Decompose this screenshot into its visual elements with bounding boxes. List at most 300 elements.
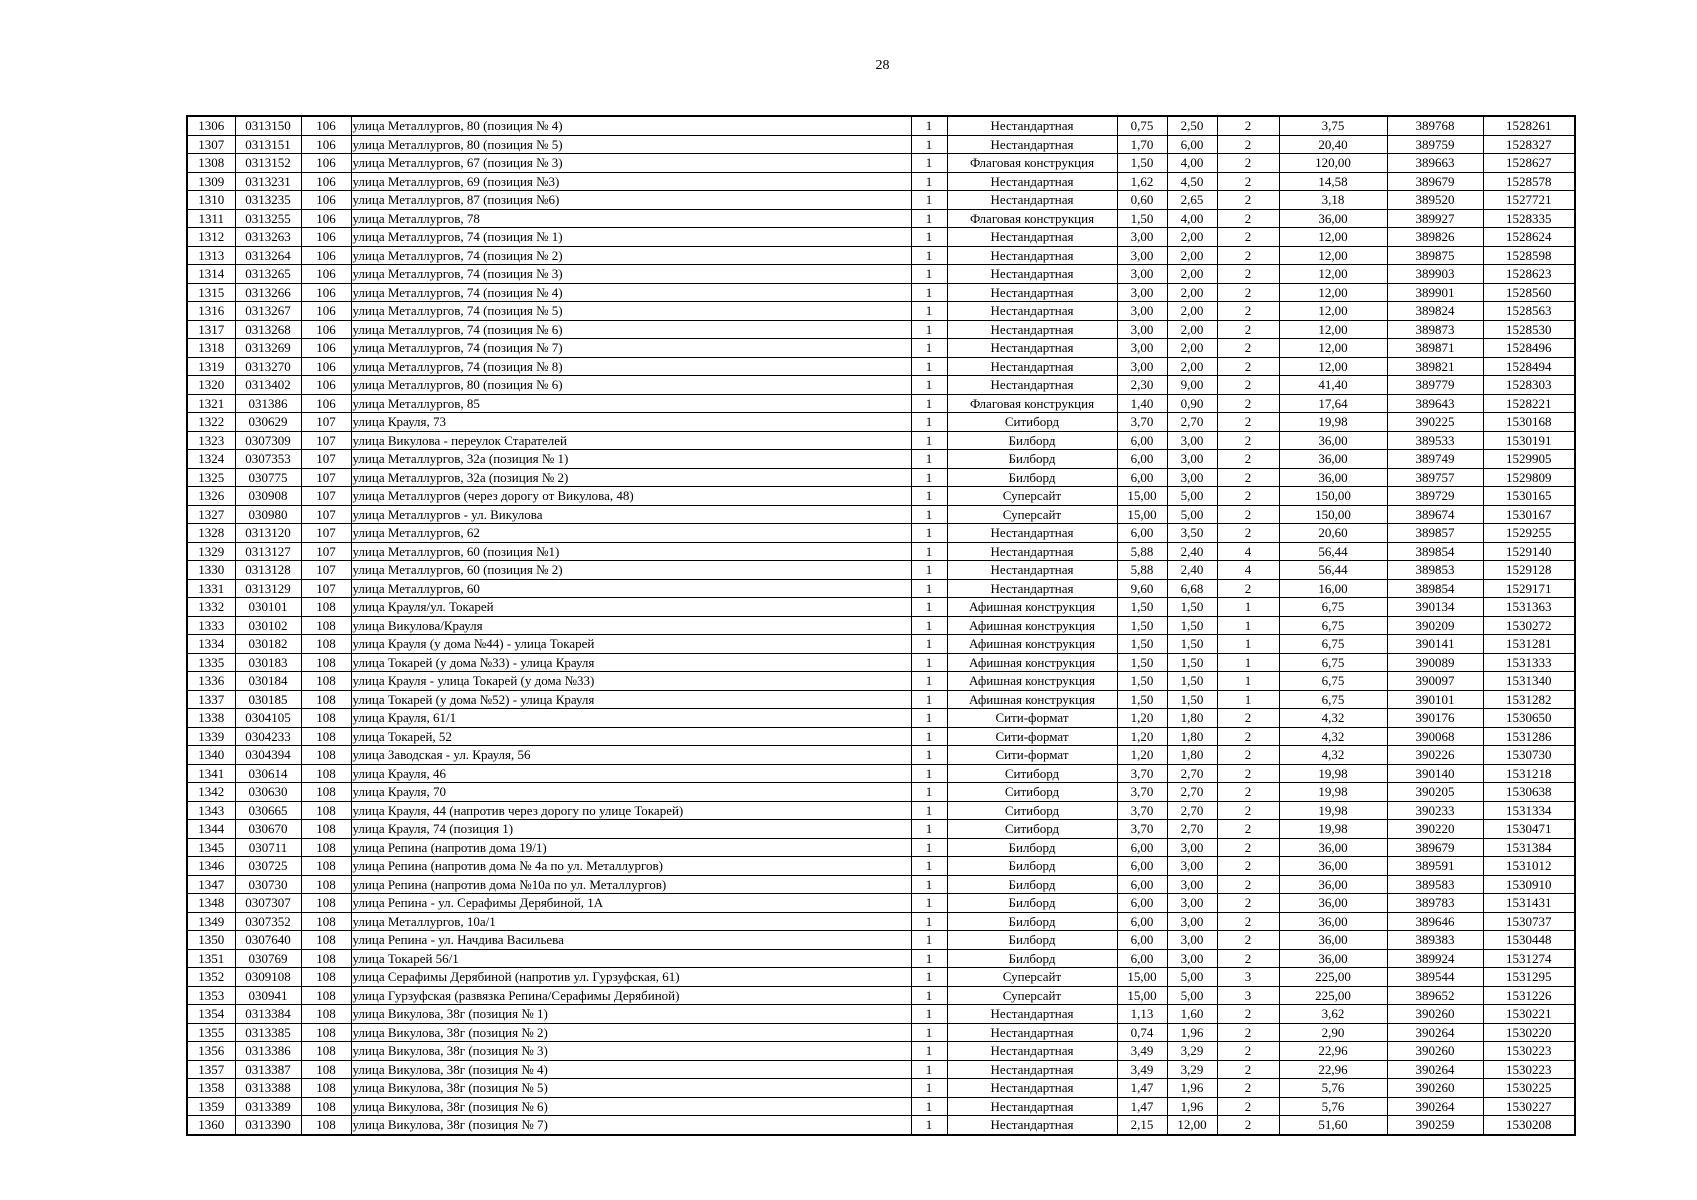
cell-sides: 2 bbox=[1217, 746, 1279, 765]
cell-district-code: 108 bbox=[301, 635, 351, 654]
cell-district-code: 106 bbox=[301, 209, 351, 228]
cell-row-number: 1333 bbox=[187, 616, 235, 635]
cell-count: 1 bbox=[911, 116, 947, 135]
cell-coord-x: 390220 bbox=[1387, 820, 1483, 839]
cell-coord-y: 1531333 bbox=[1483, 653, 1575, 672]
cell-district-code: 107 bbox=[301, 542, 351, 561]
cell-height: 0,90 bbox=[1167, 394, 1217, 413]
cell-count: 1 bbox=[911, 894, 947, 913]
cell-district-code: 108 bbox=[301, 894, 351, 913]
cell-height: 2,00 bbox=[1167, 302, 1217, 321]
cell-object-code: 0313390 bbox=[235, 1116, 301, 1135]
cell-area: 36,00 bbox=[1279, 894, 1387, 913]
cell-sides: 2 bbox=[1217, 820, 1279, 839]
table-row bbox=[187, 302, 1575, 321]
cell-sides: 2 bbox=[1217, 1116, 1279, 1135]
cell-district-code: 108 bbox=[301, 1005, 351, 1024]
cell-address: улица Крауля, 70 bbox=[351, 783, 911, 802]
cell-district-code: 107 bbox=[301, 487, 351, 506]
cell-width: 3,70 bbox=[1117, 820, 1167, 839]
cell-sides: 4 bbox=[1217, 561, 1279, 580]
cell-count: 1 bbox=[911, 339, 947, 358]
cell-row-number: 1321 bbox=[187, 394, 235, 413]
cell-coord-x: 389875 bbox=[1387, 246, 1483, 265]
cell-width: 1,20 bbox=[1117, 727, 1167, 746]
cell-sides: 2 bbox=[1217, 172, 1279, 191]
cell-address: улица Металлургов, 74 (позиция № 7) bbox=[351, 339, 911, 358]
cell-address: улица Крауля - улица Токарей (у дома №33) bbox=[351, 672, 911, 691]
cell-address: улица Металлургов, 74 (позиция № 1) bbox=[351, 228, 911, 247]
cell-address: улица Крауля, 73 bbox=[351, 413, 911, 432]
cell-coord-x: 389903 bbox=[1387, 265, 1483, 284]
cell-object-code: 0313266 bbox=[235, 283, 301, 302]
cell-sides: 2 bbox=[1217, 283, 1279, 302]
cell-width: 3,00 bbox=[1117, 283, 1167, 302]
cell-object-code: 0313255 bbox=[235, 209, 301, 228]
cell-address: улица Металлургов, 74 (позиция № 5) bbox=[351, 302, 911, 321]
cell-coord-y: 1531226 bbox=[1483, 986, 1575, 1005]
cell-count: 1 bbox=[911, 450, 947, 469]
cell-area: 5,76 bbox=[1279, 1097, 1387, 1116]
cell-address: улица Металлургов, 69 (позиция №3) bbox=[351, 172, 911, 191]
cell-construction-type: Нестандартная bbox=[947, 246, 1117, 265]
cell-object-code: 0313264 bbox=[235, 246, 301, 265]
cell-height: 5,00 bbox=[1167, 986, 1217, 1005]
cell-area: 6,75 bbox=[1279, 616, 1387, 635]
cell-row-number: 1307 bbox=[187, 135, 235, 154]
cell-height: 2,00 bbox=[1167, 265, 1217, 284]
table-body bbox=[187, 116, 1575, 1135]
cell-width: 6,00 bbox=[1117, 931, 1167, 950]
cell-coord-y: 1528494 bbox=[1483, 357, 1575, 376]
cell-district-code: 108 bbox=[301, 986, 351, 1005]
cell-district-code: 108 bbox=[301, 838, 351, 857]
cell-count: 1 bbox=[911, 746, 947, 765]
cell-address: улица Металлургов, 74 (позиция № 2) bbox=[351, 246, 911, 265]
cell-construction-type: Нестандартная bbox=[947, 116, 1117, 135]
cell-sides: 2 bbox=[1217, 246, 1279, 265]
cell-address: улица Викулова - переулок Старателей bbox=[351, 431, 911, 450]
cell-area: 3,75 bbox=[1279, 116, 1387, 135]
cell-object-code: 030775 bbox=[235, 468, 301, 487]
cell-district-code: 106 bbox=[301, 302, 351, 321]
cell-sides: 1 bbox=[1217, 653, 1279, 672]
cell-row-number: 1320 bbox=[187, 376, 235, 395]
cell-object-code: 030614 bbox=[235, 764, 301, 783]
cell-coord-y: 1528303 bbox=[1483, 376, 1575, 395]
cell-district-code: 108 bbox=[301, 598, 351, 617]
table-row bbox=[187, 191, 1575, 210]
cell-construction-type: Нестандартная bbox=[947, 172, 1117, 191]
cell-width: 1,50 bbox=[1117, 616, 1167, 635]
cell-coord-y: 1529140 bbox=[1483, 542, 1575, 561]
cell-height: 1,50 bbox=[1167, 672, 1217, 691]
cell-sides: 2 bbox=[1217, 191, 1279, 210]
cell-count: 1 bbox=[911, 635, 947, 654]
cell-coord-y: 1530227 bbox=[1483, 1097, 1575, 1116]
cell-sides: 2 bbox=[1217, 228, 1279, 247]
cell-construction-type: Суперсайт bbox=[947, 505, 1117, 524]
cell-coord-x: 389924 bbox=[1387, 949, 1483, 968]
cell-width: 6,00 bbox=[1117, 894, 1167, 913]
cell-district-code: 108 bbox=[301, 1116, 351, 1135]
cell-construction-type: Сити-формат bbox=[947, 727, 1117, 746]
cell-district-code: 106 bbox=[301, 246, 351, 265]
cell-height: 1,60 bbox=[1167, 1005, 1217, 1024]
cell-construction-type: Нестандартная bbox=[947, 228, 1117, 247]
cell-coord-y: 1530638 bbox=[1483, 783, 1575, 802]
cell-district-code: 106 bbox=[301, 154, 351, 173]
cell-district-code: 108 bbox=[301, 912, 351, 931]
cell-address: улица Викулова, 38г (позиция № 5) bbox=[351, 1079, 911, 1098]
cell-district-code: 108 bbox=[301, 801, 351, 820]
table-row bbox=[187, 1042, 1575, 1061]
cell-object-code: 0313127 bbox=[235, 542, 301, 561]
cell-area: 36,00 bbox=[1279, 838, 1387, 857]
cell-coord-x: 389749 bbox=[1387, 450, 1483, 469]
cell-height: 6,00 bbox=[1167, 135, 1217, 154]
cell-count: 1 bbox=[911, 838, 947, 857]
cell-address: улица Викулова/Крауля bbox=[351, 616, 911, 635]
cell-area: 4,32 bbox=[1279, 746, 1387, 765]
cell-area: 6,75 bbox=[1279, 690, 1387, 709]
cell-coord-x: 389873 bbox=[1387, 320, 1483, 339]
cell-district-code: 106 bbox=[301, 339, 351, 358]
cell-width: 3,70 bbox=[1117, 801, 1167, 820]
cell-count: 1 bbox=[911, 431, 947, 450]
cell-count: 1 bbox=[911, 505, 947, 524]
cell-district-code: 106 bbox=[301, 357, 351, 376]
cell-width: 3,00 bbox=[1117, 320, 1167, 339]
cell-width: 3,00 bbox=[1117, 246, 1167, 265]
cell-object-code: 0304394 bbox=[235, 746, 301, 765]
cell-construction-type: Афишная конструкция bbox=[947, 635, 1117, 654]
cell-address: улица Крауля (у дома №44) - улица Токарей bbox=[351, 635, 911, 654]
cell-height: 4,00 bbox=[1167, 209, 1217, 228]
cell-object-code: 030980 bbox=[235, 505, 301, 524]
cell-address: улица Крауля, 46 bbox=[351, 764, 911, 783]
cell-coord-x: 390101 bbox=[1387, 690, 1483, 709]
table-row bbox=[187, 376, 1575, 395]
cell-construction-type: Нестандартная bbox=[947, 561, 1117, 580]
cell-area: 51,60 bbox=[1279, 1116, 1387, 1135]
cell-sides: 2 bbox=[1217, 468, 1279, 487]
cell-count: 1 bbox=[911, 191, 947, 210]
cell-construction-type: Нестандартная bbox=[947, 1023, 1117, 1042]
cell-width: 1,50 bbox=[1117, 690, 1167, 709]
cell-height: 3,00 bbox=[1167, 894, 1217, 913]
registry-table bbox=[186, 115, 1576, 1136]
cell-height: 2,40 bbox=[1167, 542, 1217, 561]
cell-row-number: 1347 bbox=[187, 875, 235, 894]
cell-address: улица Репина (напротив дома № 4а по ул. Металлургов) bbox=[351, 857, 911, 876]
cell-height: 3,00 bbox=[1167, 875, 1217, 894]
cell-row-number: 1349 bbox=[187, 912, 235, 931]
cell-coord-y: 1530167 bbox=[1483, 505, 1575, 524]
cell-coord-x: 390209 bbox=[1387, 616, 1483, 635]
table-row bbox=[187, 1079, 1575, 1098]
cell-row-number: 1327 bbox=[187, 505, 235, 524]
cell-object-code: 030183 bbox=[235, 653, 301, 672]
cell-area: 20,60 bbox=[1279, 524, 1387, 543]
table-row bbox=[187, 1097, 1575, 1116]
cell-coord-y: 1530448 bbox=[1483, 931, 1575, 950]
cell-coord-x: 390225 bbox=[1387, 413, 1483, 432]
cell-width: 0,75 bbox=[1117, 116, 1167, 135]
cell-construction-type: Флаговая конструкция bbox=[947, 209, 1117, 228]
cell-area: 19,98 bbox=[1279, 801, 1387, 820]
cell-address: улица Металлургов, 60 (позиция №1) bbox=[351, 542, 911, 561]
cell-district-code: 107 bbox=[301, 579, 351, 598]
cell-count: 1 bbox=[911, 394, 947, 413]
cell-address: улица Металлургов, 67 (позиция № 3) bbox=[351, 154, 911, 173]
cell-count: 1 bbox=[911, 135, 947, 154]
cell-row-number: 1311 bbox=[187, 209, 235, 228]
cell-width: 1,50 bbox=[1117, 154, 1167, 173]
cell-construction-type: Билборд bbox=[947, 431, 1117, 450]
cell-row-number: 1352 bbox=[187, 968, 235, 987]
table-row bbox=[187, 931, 1575, 950]
cell-object-code: 0309108 bbox=[235, 968, 301, 987]
cell-construction-type: Ситиборд bbox=[947, 801, 1117, 820]
cell-row-number: 1319 bbox=[187, 357, 235, 376]
cell-construction-type: Ситиборд bbox=[947, 413, 1117, 432]
cell-sides: 2 bbox=[1217, 505, 1279, 524]
cell-count: 1 bbox=[911, 801, 947, 820]
cell-area: 225,00 bbox=[1279, 986, 1387, 1005]
cell-district-code: 108 bbox=[301, 931, 351, 950]
table-row bbox=[187, 1060, 1575, 1079]
cell-row-number: 1342 bbox=[187, 783, 235, 802]
cell-count: 1 bbox=[911, 172, 947, 191]
cell-coord-x: 389783 bbox=[1387, 894, 1483, 913]
cell-object-code: 0313150 bbox=[235, 116, 301, 135]
cell-width: 1,20 bbox=[1117, 709, 1167, 728]
cell-area: 16,00 bbox=[1279, 579, 1387, 598]
table-row bbox=[187, 561, 1575, 580]
cell-height: 5,00 bbox=[1167, 968, 1217, 987]
table-row bbox=[187, 690, 1575, 709]
cell-address: улица Металлургов, 60 (позиция № 2) bbox=[351, 561, 911, 580]
cell-object-code: 0313268 bbox=[235, 320, 301, 339]
table-row bbox=[187, 172, 1575, 191]
table-row bbox=[187, 154, 1575, 173]
table-row bbox=[187, 783, 1575, 802]
cell-count: 1 bbox=[911, 283, 947, 302]
cell-object-code: 0313235 bbox=[235, 191, 301, 210]
cell-district-code: 108 bbox=[301, 1042, 351, 1061]
cell-coord-x: 389824 bbox=[1387, 302, 1483, 321]
cell-area: 12,00 bbox=[1279, 265, 1387, 284]
cell-sides: 2 bbox=[1217, 357, 1279, 376]
cell-count: 1 bbox=[911, 931, 947, 950]
cell-coord-y: 1529255 bbox=[1483, 524, 1575, 543]
cell-district-code: 106 bbox=[301, 283, 351, 302]
cell-row-number: 1313 bbox=[187, 246, 235, 265]
cell-height: 1,96 bbox=[1167, 1023, 1217, 1042]
cell-construction-type: Ситиборд bbox=[947, 783, 1117, 802]
cell-sides: 2 bbox=[1217, 894, 1279, 913]
cell-coord-y: 1531218 bbox=[1483, 764, 1575, 783]
table-row bbox=[187, 986, 1575, 1005]
cell-coord-y: 1529809 bbox=[1483, 468, 1575, 487]
cell-district-code: 108 bbox=[301, 1023, 351, 1042]
cell-sides: 2 bbox=[1217, 912, 1279, 931]
cell-object-code: 0313388 bbox=[235, 1079, 301, 1098]
registry-table-container bbox=[186, 115, 1576, 1136]
cell-width: 15,00 bbox=[1117, 986, 1167, 1005]
cell-address: улица Металлургов, 85 bbox=[351, 394, 911, 413]
cell-count: 1 bbox=[911, 616, 947, 635]
cell-coord-y: 1528530 bbox=[1483, 320, 1575, 339]
cell-width: 15,00 bbox=[1117, 968, 1167, 987]
cell-area: 12,00 bbox=[1279, 228, 1387, 247]
cell-address: улица Металлургов, 74 (позиция № 6) bbox=[351, 320, 911, 339]
cell-coord-y: 1530650 bbox=[1483, 709, 1575, 728]
cell-height: 1,96 bbox=[1167, 1097, 1217, 1116]
cell-width: 1,62 bbox=[1117, 172, 1167, 191]
cell-construction-type: Афишная конструкция bbox=[947, 598, 1117, 617]
cell-coord-y: 1528335 bbox=[1483, 209, 1575, 228]
cell-sides: 3 bbox=[1217, 986, 1279, 1005]
cell-row-number: 1326 bbox=[187, 487, 235, 506]
cell-area: 19,98 bbox=[1279, 820, 1387, 839]
cell-area: 56,44 bbox=[1279, 561, 1387, 580]
table-row bbox=[187, 598, 1575, 617]
cell-district-code: 108 bbox=[301, 672, 351, 691]
cell-construction-type: Нестандартная bbox=[947, 191, 1117, 210]
cell-coord-x: 389927 bbox=[1387, 209, 1483, 228]
cell-count: 1 bbox=[911, 727, 947, 746]
cell-coord-x: 390205 bbox=[1387, 783, 1483, 802]
cell-district-code: 108 bbox=[301, 857, 351, 876]
table-row bbox=[187, 801, 1575, 820]
cell-area: 6,75 bbox=[1279, 653, 1387, 672]
cell-coord-y: 1530223 bbox=[1483, 1042, 1575, 1061]
cell-district-code: 106 bbox=[301, 116, 351, 135]
table-row bbox=[187, 635, 1575, 654]
cell-address: улица Металлургов, 80 (позиция № 5) bbox=[351, 135, 911, 154]
cell-object-code: 0304105 bbox=[235, 709, 301, 728]
cell-count: 1 bbox=[911, 949, 947, 968]
cell-height: 2,70 bbox=[1167, 413, 1217, 432]
cell-address: улица Металлургов, 80 (позиция № 6) bbox=[351, 376, 911, 395]
cell-sides: 2 bbox=[1217, 116, 1279, 135]
cell-coord-x: 389679 bbox=[1387, 838, 1483, 857]
cell-width: 3,49 bbox=[1117, 1060, 1167, 1079]
cell-count: 1 bbox=[911, 1116, 947, 1135]
cell-height: 3,00 bbox=[1167, 838, 1217, 857]
cell-count: 1 bbox=[911, 672, 947, 691]
cell-construction-type: Афишная конструкция bbox=[947, 672, 1117, 691]
cell-coord-y: 1531274 bbox=[1483, 949, 1575, 968]
cell-height: 4,50 bbox=[1167, 172, 1217, 191]
table-row bbox=[187, 857, 1575, 876]
cell-construction-type: Суперсайт bbox=[947, 968, 1117, 987]
cell-area: 20,40 bbox=[1279, 135, 1387, 154]
cell-width: 1,20 bbox=[1117, 746, 1167, 765]
cell-count: 1 bbox=[911, 1005, 947, 1024]
cell-sides: 2 bbox=[1217, 875, 1279, 894]
cell-construction-type: Сити-формат bbox=[947, 709, 1117, 728]
table-row bbox=[187, 820, 1575, 839]
cell-count: 1 bbox=[911, 598, 947, 617]
cell-construction-type: Сити-формат bbox=[947, 746, 1117, 765]
cell-width: 3,70 bbox=[1117, 764, 1167, 783]
cell-height: 2,00 bbox=[1167, 283, 1217, 302]
cell-area: 12,00 bbox=[1279, 302, 1387, 321]
cell-district-code: 106 bbox=[301, 172, 351, 191]
table-row bbox=[187, 838, 1575, 857]
cell-address: улица Металлургов, 32а (позиция № 2) bbox=[351, 468, 911, 487]
cell-row-number: 1353 bbox=[187, 986, 235, 1005]
cell-construction-type: Суперсайт bbox=[947, 487, 1117, 506]
cell-sides: 2 bbox=[1217, 1060, 1279, 1079]
cell-address: улица Викулова, 38г (позиция № 7) bbox=[351, 1116, 911, 1135]
cell-width: 0,74 bbox=[1117, 1023, 1167, 1042]
cell-object-code: 0313152 bbox=[235, 154, 301, 173]
cell-height: 6,68 bbox=[1167, 579, 1217, 598]
cell-height: 9,00 bbox=[1167, 376, 1217, 395]
cell-width: 3,00 bbox=[1117, 357, 1167, 376]
cell-address: улица Токарей (у дома №52) - улица Крауля bbox=[351, 690, 911, 709]
cell-row-number: 1331 bbox=[187, 579, 235, 598]
cell-row-number: 1317 bbox=[187, 320, 235, 339]
cell-count: 1 bbox=[911, 154, 947, 173]
cell-coord-x: 389871 bbox=[1387, 339, 1483, 358]
cell-object-code: 0313384 bbox=[235, 1005, 301, 1024]
cell-coord-y: 1530221 bbox=[1483, 1005, 1575, 1024]
table-row bbox=[187, 1023, 1575, 1042]
cell-coord-y: 1528578 bbox=[1483, 172, 1575, 191]
cell-width: 3,70 bbox=[1117, 413, 1167, 432]
cell-area: 41,40 bbox=[1279, 376, 1387, 395]
cell-area: 36,00 bbox=[1279, 468, 1387, 487]
cell-count: 1 bbox=[911, 912, 947, 931]
cell-object-code: 030941 bbox=[235, 986, 301, 1005]
cell-height: 2,00 bbox=[1167, 320, 1217, 339]
cell-row-number: 1336 bbox=[187, 672, 235, 691]
cell-width: 1,47 bbox=[1117, 1079, 1167, 1098]
cell-count: 1 bbox=[911, 968, 947, 987]
cell-count: 1 bbox=[911, 468, 947, 487]
cell-row-number: 1310 bbox=[187, 191, 235, 210]
cell-object-code: 030629 bbox=[235, 413, 301, 432]
cell-count: 1 bbox=[911, 875, 947, 894]
cell-width: 15,00 bbox=[1117, 505, 1167, 524]
cell-district-code: 107 bbox=[301, 505, 351, 524]
cell-construction-type: Нестандартная bbox=[947, 1042, 1117, 1061]
cell-sides: 2 bbox=[1217, 320, 1279, 339]
cell-coord-x: 389826 bbox=[1387, 228, 1483, 247]
table-row bbox=[187, 505, 1575, 524]
cell-count: 1 bbox=[911, 524, 947, 543]
cell-address: улица Металлургов, 74 (позиция № 3) bbox=[351, 265, 911, 284]
cell-sides: 2 bbox=[1217, 1005, 1279, 1024]
table-row bbox=[187, 135, 1575, 154]
cell-height: 1,50 bbox=[1167, 690, 1217, 709]
table-row bbox=[187, 746, 1575, 765]
cell-district-code: 107 bbox=[301, 524, 351, 543]
cell-row-number: 1334 bbox=[187, 635, 235, 654]
cell-height: 12,00 bbox=[1167, 1116, 1217, 1135]
cell-object-code: 0313386 bbox=[235, 1042, 301, 1061]
cell-coord-y: 1530730 bbox=[1483, 746, 1575, 765]
cell-coord-x: 389757 bbox=[1387, 468, 1483, 487]
cell-height: 3,29 bbox=[1167, 1060, 1217, 1079]
cell-height: 1,50 bbox=[1167, 653, 1217, 672]
cell-width: 3,00 bbox=[1117, 265, 1167, 284]
